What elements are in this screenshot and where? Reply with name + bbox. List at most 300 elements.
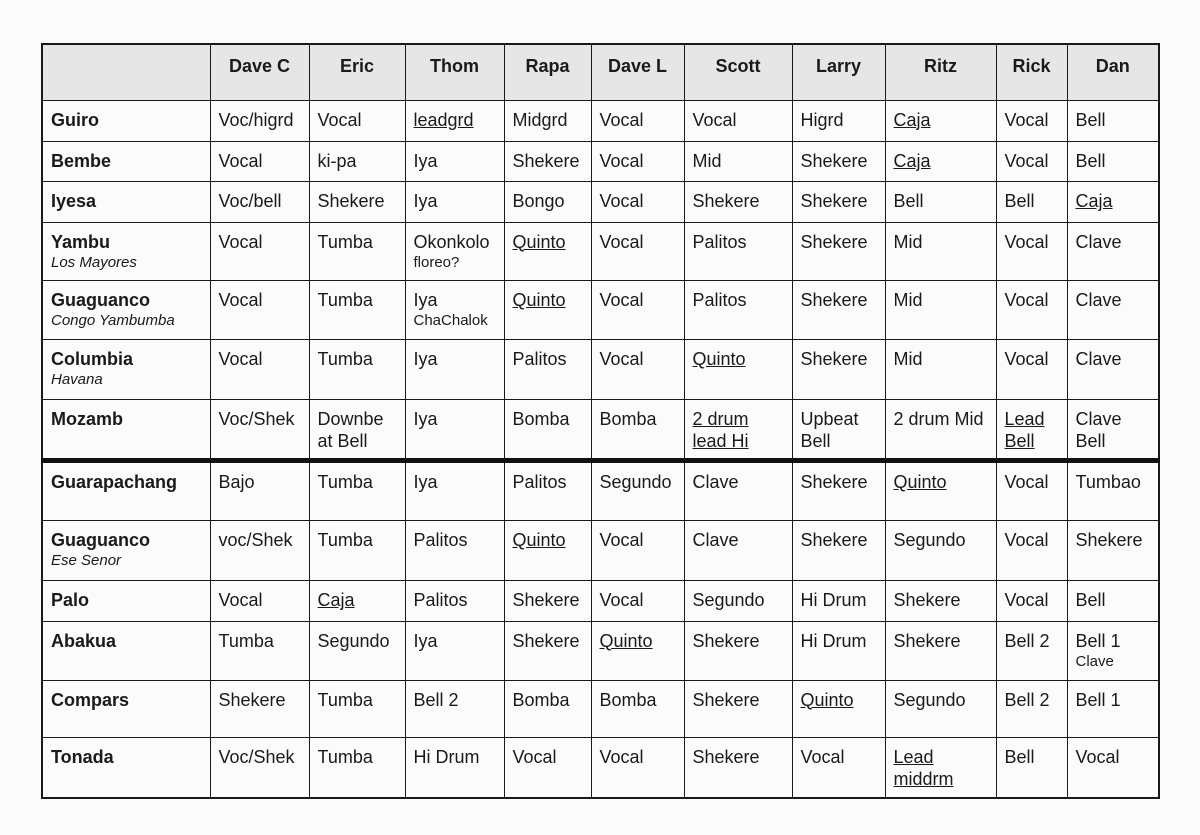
part-label: Voc/Shek: [218, 409, 295, 430]
part-cell: [504, 400, 591, 461]
part-label: Palitos: [413, 590, 468, 611]
part-label: 2 drum: [692, 409, 749, 430]
part-cell: [792, 222, 885, 281]
part-label: Vocal: [599, 231, 644, 252]
part-cell: [405, 738, 504, 798]
part-cell: [684, 581, 792, 621]
column-header: Dan: [1067, 44, 1159, 100]
part-label: Palitos: [512, 472, 567, 493]
part-cell: [792, 738, 885, 798]
table-row: [42, 680, 1159, 738]
part-cell: [792, 581, 885, 621]
part-cell: [210, 461, 309, 521]
rhythm-subtitle: Havana: [51, 371, 103, 389]
part-label: Higrd: [800, 109, 844, 130]
rhythm-name-cell: [42, 680, 210, 738]
part-cell: [996, 680, 1067, 738]
part-cell: [792, 182, 885, 222]
part-cell: [309, 621, 405, 680]
column-header: Rapa: [504, 44, 591, 100]
part-label: Voc/bell: [218, 191, 282, 212]
part-cell: [792, 521, 885, 581]
header-corner: [42, 44, 210, 100]
part-label: Tumbao: [1075, 472, 1141, 493]
part-cell: [996, 581, 1067, 621]
part-cell: [309, 141, 405, 181]
part-label: Mid: [692, 150, 722, 171]
table-row: [42, 581, 1159, 621]
rhythm-name: Iyesa: [51, 191, 97, 212]
part-label: Okonkolo: [413, 231, 490, 252]
part-cell: [1067, 281, 1159, 340]
part-cell: [405, 281, 504, 340]
part-label: Shekere: [692, 747, 760, 768]
part-label: Mid: [893, 349, 923, 370]
part-label: Palitos: [692, 290, 747, 311]
part-label: Clave: [1075, 349, 1122, 370]
part-label-line2: middrm: [893, 769, 954, 790]
part-cell: [684, 182, 792, 222]
rhythm-subtitle: Ese Senor: [51, 552, 122, 570]
rhythm-name-cell: [42, 461, 210, 521]
part-label: Tumba: [317, 689, 373, 710]
table-row: [42, 521, 1159, 581]
part-cell: [1067, 400, 1159, 461]
rhythm-name-cell: [42, 222, 210, 281]
column-header: Dave L: [591, 44, 684, 100]
part-label: Vocal: [800, 747, 845, 768]
part-cell: [504, 581, 591, 621]
part-label: Midgrd: [512, 109, 568, 130]
table-body: [42, 100, 1159, 798]
part-cell: [210, 222, 309, 281]
part-cell: [504, 340, 591, 400]
part-label: Segundo: [599, 472, 672, 493]
part-cell: [885, 680, 996, 738]
part-cell: [309, 100, 405, 141]
part-cell: [591, 182, 684, 222]
part-label: Shekere: [800, 150, 868, 171]
part-cell: [504, 182, 591, 222]
part-label: Iya: [413, 191, 438, 212]
part-cell: [591, 141, 684, 181]
part-cell: [885, 461, 996, 521]
part-label: Vocal: [1004, 290, 1049, 311]
part-label: Hi Drum: [800, 630, 867, 651]
part-label: Bell: [893, 191, 924, 212]
part-cell: [792, 141, 885, 181]
part-cell: [1067, 182, 1159, 222]
part-cell: [309, 581, 405, 621]
part-cell: [405, 581, 504, 621]
part-cell: [504, 621, 591, 680]
part-label: Quinto: [893, 472, 947, 493]
part-label: Palitos: [413, 530, 468, 551]
part-cell: [504, 100, 591, 141]
rhythm-name-cell: [42, 738, 210, 798]
part-label: Palitos: [512, 349, 567, 370]
part-cell: [591, 738, 684, 798]
part-label: Tumba: [317, 231, 373, 252]
part-label: Tumba: [317, 530, 373, 551]
part-cell: [504, 281, 591, 340]
part-cell: [591, 400, 684, 461]
part-cell: [996, 738, 1067, 798]
part-label: Vocal: [599, 747, 644, 768]
column-header: Scott: [684, 44, 792, 100]
part-cell: [405, 141, 504, 181]
part-label: Vocal: [1004, 349, 1049, 370]
part-label: Lead: [893, 747, 934, 768]
part-cell: [309, 340, 405, 400]
part-cell: [996, 100, 1067, 141]
part-cell: [792, 100, 885, 141]
part-label: Caja: [893, 150, 931, 171]
rhythm-name: Palo: [51, 590, 90, 611]
rhythm-name-cell: [42, 100, 210, 141]
part-cell: [684, 400, 792, 461]
part-label: Bomba: [599, 689, 657, 710]
part-cell: [309, 680, 405, 738]
part-label-line2: Bell: [800, 431, 831, 452]
part-note: floreo?: [413, 253, 460, 271]
part-label: Shekere: [800, 191, 868, 212]
part-cell: [405, 100, 504, 141]
part-cell: [405, 340, 504, 400]
part-cell: [1067, 581, 1159, 621]
part-cell: [885, 141, 996, 181]
part-label: Clave: [1075, 290, 1122, 311]
part-label: Vocal: [1004, 530, 1049, 551]
rhythm-name: Guarapachang: [51, 472, 178, 493]
part-label: Iya: [413, 349, 438, 370]
table-row: [42, 100, 1159, 141]
part-cell: [210, 521, 309, 581]
part-label: Vocal: [599, 150, 644, 171]
table-row: [42, 461, 1159, 521]
part-label: Shekere: [218, 689, 286, 710]
part-label: Tumba: [218, 630, 274, 651]
part-label: Mid: [893, 231, 923, 252]
part-cell: [792, 621, 885, 680]
part-cell: [996, 461, 1067, 521]
part-label: Shekere: [800, 290, 868, 311]
part-cell: [996, 521, 1067, 581]
part-label: Bongo: [512, 191, 565, 212]
part-cell: [996, 281, 1067, 340]
part-cell: [684, 521, 792, 581]
part-cell: [210, 281, 309, 340]
part-cell: [885, 738, 996, 798]
part-cell: [591, 281, 684, 340]
part-cell: [885, 340, 996, 400]
part-cell: [210, 141, 309, 181]
part-cell: [1067, 461, 1159, 521]
table-row: [42, 222, 1159, 281]
column-header: Larry: [792, 44, 885, 100]
part-label: Vocal: [599, 290, 644, 311]
rhythm-name: Mozamb: [51, 409, 123, 430]
part-label: Quinto: [512, 231, 566, 252]
part-cell: [792, 340, 885, 400]
part-label: Shekere: [692, 630, 760, 651]
part-note: ChaChalok: [413, 312, 488, 330]
part-label: Vocal: [1075, 747, 1120, 768]
part-label: Bell 2: [1004, 630, 1050, 651]
part-label: Shekere: [317, 191, 385, 212]
part-cell: [684, 222, 792, 281]
part-cell: [591, 621, 684, 680]
part-label: Quinto: [512, 530, 566, 551]
part-cell: [309, 400, 405, 461]
part-label: Quinto: [512, 290, 566, 311]
part-label-line2: at Bell: [317, 431, 368, 452]
part-cell: [885, 400, 996, 461]
part-cell: [684, 141, 792, 181]
part-label: Shekere: [800, 472, 868, 493]
part-cell: [504, 461, 591, 521]
part-label: Segundo: [893, 689, 966, 710]
part-label: Voc/Shek: [218, 747, 295, 768]
part-label: Clave: [692, 472, 739, 493]
part-cell: [792, 400, 885, 461]
part-cell: [1067, 340, 1159, 400]
part-label: Vocal: [1004, 231, 1049, 252]
part-cell: [405, 182, 504, 222]
part-cell: [405, 680, 504, 738]
part-label: Bell 1: [1075, 689, 1121, 710]
part-label: Shekere: [692, 689, 760, 710]
part-cell: [405, 461, 504, 521]
part-cell: [504, 738, 591, 798]
part-cell: [210, 581, 309, 621]
rhythm-name-cell: [42, 581, 210, 621]
part-label: Hi Drum: [413, 747, 480, 768]
part-cell: [591, 340, 684, 400]
part-cell: [684, 100, 792, 141]
part-label: Vocal: [1004, 150, 1049, 171]
rhythm-name: Guiro: [51, 109, 99, 130]
part-label: Vocal: [599, 109, 644, 130]
part-cell: [996, 141, 1067, 181]
part-cell: [1067, 680, 1159, 738]
part-cell: [210, 182, 309, 222]
part-label-line2: Bell: [1075, 431, 1106, 452]
part-label: Bajo: [218, 472, 255, 493]
part-label: Shekere: [1075, 530, 1143, 551]
part-label: Iya: [413, 472, 438, 493]
part-label: Lead: [1004, 409, 1045, 430]
part-label: Bell: [1075, 150, 1106, 171]
part-note: Clave: [1075, 652, 1114, 670]
part-label: Downbe: [317, 409, 384, 430]
rhythm-name: Abakua: [51, 630, 117, 651]
column-header: Dave C: [210, 44, 309, 100]
part-cell: [309, 182, 405, 222]
part-label: Tumba: [317, 747, 373, 768]
part-label: leadgrd: [413, 109, 474, 130]
part-cell: [885, 100, 996, 141]
part-cell: [210, 340, 309, 400]
rhythm-name-cell: [42, 182, 210, 222]
part-label: Clave: [692, 530, 739, 551]
part-cell: [1067, 521, 1159, 581]
part-cell: [792, 281, 885, 340]
part-label: Quinto: [599, 630, 653, 651]
rhythm-name: Compars: [51, 689, 130, 710]
part-label: Shekere: [893, 630, 961, 651]
part-label: ki-pa: [317, 150, 357, 171]
part-cell: [591, 461, 684, 521]
part-label: 2 drum Mid: [893, 409, 984, 430]
part-label: Caja: [1075, 191, 1113, 212]
part-label: Upbeat: [800, 409, 859, 430]
part-cell: [684, 680, 792, 738]
part-label: Tumba: [317, 472, 373, 493]
part-label: Iya: [413, 409, 438, 430]
part-cell: [405, 222, 504, 281]
part-cell: [684, 621, 792, 680]
rhythm-name-cell: [42, 340, 210, 400]
part-label: Vocal: [599, 590, 644, 611]
part-label: Hi Drum: [800, 590, 867, 611]
table-row: [42, 621, 1159, 680]
part-label: Vocal: [218, 231, 263, 252]
part-cell: [996, 621, 1067, 680]
part-label-line2: lead Hi: [692, 431, 749, 452]
part-label: Iya: [413, 630, 438, 651]
part-cell: [885, 581, 996, 621]
part-label: Bell: [1004, 191, 1035, 212]
rhythm-name: Columbia: [51, 349, 134, 370]
part-label: Vocal: [599, 530, 644, 551]
part-cell: [591, 521, 684, 581]
part-label: Segundo: [317, 630, 390, 651]
part-label: Bell: [1075, 109, 1106, 130]
part-label: Bell 2: [413, 689, 459, 710]
part-label: Segundo: [692, 590, 765, 611]
part-cell: [996, 340, 1067, 400]
part-cell: [210, 100, 309, 141]
part-cell: [1067, 100, 1159, 141]
part-label: Tumba: [317, 349, 373, 370]
part-label: Tumba: [317, 290, 373, 311]
part-cell: [885, 281, 996, 340]
part-cell: [1067, 621, 1159, 680]
part-cell: [1067, 141, 1159, 181]
part-label: Bell 2: [1004, 689, 1050, 710]
part-cell: [405, 621, 504, 680]
part-label: Vocal: [317, 109, 362, 130]
part-cell: [885, 222, 996, 281]
part-label: Vocal: [218, 150, 263, 171]
rhythm-name-cell: [42, 621, 210, 680]
part-label: Caja: [893, 109, 931, 130]
part-label: Shekere: [692, 191, 760, 212]
part-label: Shekere: [800, 349, 868, 370]
part-label: Bomba: [512, 689, 570, 710]
part-label: Bell: [1004, 747, 1035, 768]
part-cell: [684, 281, 792, 340]
part-label: Palitos: [692, 231, 747, 252]
part-label: voc/Shek: [218, 530, 293, 551]
part-cell: [504, 521, 591, 581]
part-cell: [591, 222, 684, 281]
part-cell: [504, 222, 591, 281]
part-label: Quinto: [800, 689, 854, 710]
part-cell: [996, 400, 1067, 461]
part-label-line2: Bell: [1004, 431, 1035, 452]
part-cell: [309, 281, 405, 340]
column-header: Rick: [996, 44, 1067, 100]
part-label: Bomba: [599, 409, 657, 430]
part-cell: [792, 461, 885, 521]
column-header: Ritz: [885, 44, 996, 100]
part-label: Clave: [1075, 231, 1122, 252]
part-label: Shekere: [800, 530, 868, 551]
part-cell: [309, 222, 405, 281]
part-cell: [885, 621, 996, 680]
part-cell: [591, 680, 684, 738]
table-row: [42, 400, 1159, 461]
part-label: Bomba: [512, 409, 570, 430]
part-label: Vocal: [218, 349, 263, 370]
table-row: [42, 182, 1159, 222]
part-label: Clave: [1075, 409, 1122, 430]
rhythm-name: Guaguanco: [51, 530, 151, 551]
part-cell: [405, 400, 504, 461]
rhythm-name-cell: [42, 400, 210, 461]
part-label: Shekere: [512, 150, 580, 171]
part-cell: [684, 461, 792, 521]
part-cell: [684, 340, 792, 400]
part-cell: [792, 680, 885, 738]
part-label: Vocal: [1004, 590, 1049, 611]
part-label: Vocal: [599, 191, 644, 212]
part-cell: [309, 461, 405, 521]
part-cell: [504, 141, 591, 181]
table-row: [42, 141, 1159, 181]
part-cell: [885, 521, 996, 581]
part-cell: [1067, 222, 1159, 281]
part-cell: [405, 521, 504, 581]
part-label: Iya: [413, 290, 438, 311]
part-label: Bell: [1075, 590, 1106, 611]
rhythm-name-cell: [42, 521, 210, 581]
part-cell: [309, 738, 405, 798]
column-header: Thom: [405, 44, 504, 100]
part-label: Segundo: [893, 530, 966, 551]
rhythm-subtitle: Los Mayores: [51, 253, 137, 271]
rhythm-assignment-table: [41, 43, 1160, 799]
table-row: [42, 281, 1159, 340]
part-label: Shekere: [512, 590, 580, 611]
part-cell: [210, 400, 309, 461]
part-cell: [684, 738, 792, 798]
part-label: Bell 1: [1075, 630, 1121, 651]
part-label: Quinto: [692, 349, 746, 370]
part-label: Shekere: [512, 630, 580, 651]
part-label: Mid: [893, 290, 923, 311]
part-label: Vocal: [599, 349, 644, 370]
part-label: Vocal: [512, 747, 557, 768]
part-cell: [504, 680, 591, 738]
part-cell: [309, 521, 405, 581]
part-label: Vocal: [218, 590, 263, 611]
rhythm-name-cell: [42, 141, 210, 181]
part-label: Shekere: [893, 590, 961, 611]
rhythm-name: Guaguanco: [51, 290, 151, 311]
